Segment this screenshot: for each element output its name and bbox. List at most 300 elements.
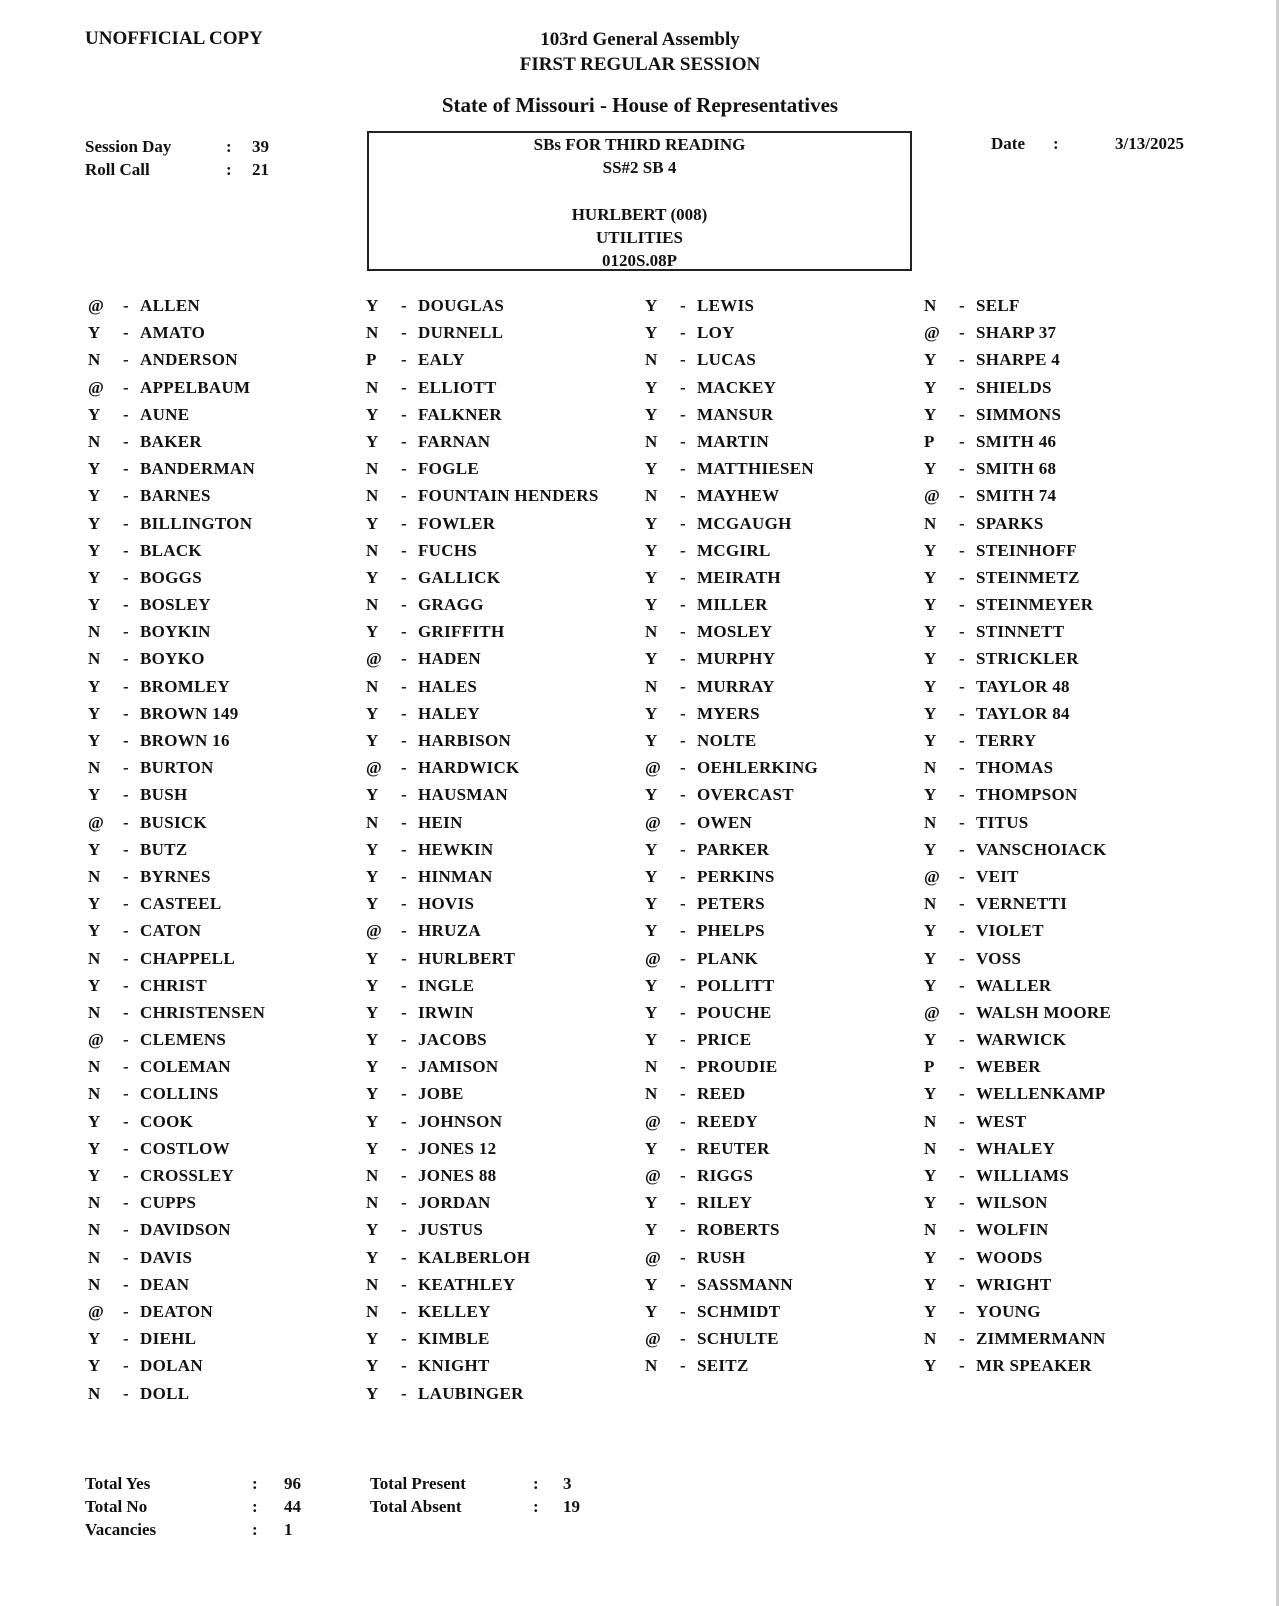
separator-dash: - xyxy=(959,866,965,886)
separator-dash: - xyxy=(959,975,965,995)
member-name: WOLFIN xyxy=(976,1220,1049,1240)
vote-code: N xyxy=(924,513,937,533)
member-name: HOVIS xyxy=(418,894,475,914)
separator-dash: - xyxy=(401,1356,407,1376)
vote-code: Y xyxy=(88,1138,101,1158)
vote-code: @ xyxy=(924,323,940,343)
member-name: HEIN xyxy=(418,812,463,832)
vote-code: Y xyxy=(924,1166,937,1185)
member-name: JACOBS xyxy=(418,1030,487,1050)
vote-code: Y xyxy=(366,1220,379,1240)
vote-code: Y xyxy=(645,404,658,424)
roll-call-row xyxy=(366,374,656,401)
member-name: ELLIOTT xyxy=(418,377,497,397)
member-name: SCHULTE xyxy=(697,1329,779,1349)
vote-code: Y xyxy=(924,1193,937,1213)
member-name: BUSH xyxy=(140,785,188,805)
separator-dash: - xyxy=(680,1274,686,1294)
separator-dash: - xyxy=(959,1220,965,1240)
separator-dash: - xyxy=(680,703,686,723)
member-name: STEINMEYER xyxy=(976,595,1094,615)
roll-call-row xyxy=(924,346,1214,373)
separator-dash: - xyxy=(123,1220,129,1240)
roll-call-row xyxy=(924,863,1214,890)
separator-dash: - xyxy=(959,1057,965,1077)
roll-call-row xyxy=(645,455,935,482)
separator-dash: - xyxy=(401,676,407,696)
vote-code: Y xyxy=(924,404,937,424)
vote-code: N xyxy=(366,323,379,343)
member-name: CROSSLEY xyxy=(140,1166,235,1185)
vote-code: Y xyxy=(366,1084,379,1104)
roll-call-row xyxy=(924,537,1214,564)
member-name: WEBER xyxy=(976,1057,1041,1077)
member-name: SEITZ xyxy=(697,1356,749,1376)
vote-code: @ xyxy=(645,948,661,968)
member-name: DOUGLAS xyxy=(418,296,505,315)
member-name: STEINMETZ xyxy=(976,567,1080,587)
member-name: WILLIAMS xyxy=(976,1166,1070,1185)
member-name: BROMLEY xyxy=(140,676,230,696)
separator-dash: - xyxy=(401,1138,407,1158)
separator-dash: - xyxy=(123,1301,129,1321)
roll-call-row xyxy=(924,1244,1214,1271)
vote-code: N xyxy=(88,1002,101,1022)
vote-code: N xyxy=(88,649,101,669)
member-name: MURRAY xyxy=(697,676,775,696)
member-name: WALLER xyxy=(976,975,1052,995)
roll-call-row xyxy=(88,809,378,836)
member-name: KIMBLE xyxy=(418,1329,490,1349)
roll-call-row xyxy=(645,618,935,645)
vote-code: Y xyxy=(645,513,658,533)
vote-code: Y xyxy=(924,567,937,587)
separator-dash: - xyxy=(959,567,965,587)
vote-code: @ xyxy=(924,486,940,506)
separator-dash: - xyxy=(123,350,129,370)
roll-call-row xyxy=(366,673,656,700)
roll-call-row xyxy=(366,727,656,754)
member-name: REEDY xyxy=(697,1111,759,1131)
separator-dash: - xyxy=(123,948,129,968)
roll-call-row xyxy=(645,863,935,890)
roll-call-row xyxy=(366,1053,656,1080)
separator-dash: - xyxy=(401,921,407,941)
separator-dash: - xyxy=(401,377,407,397)
vote-code: Y xyxy=(366,839,379,859)
separator-dash: - xyxy=(123,1247,129,1267)
roll-call-row xyxy=(645,945,935,972)
roll-call-row xyxy=(88,917,378,944)
roll-call-row xyxy=(924,754,1214,781)
date-colon: : xyxy=(1053,134,1059,153)
separator-dash: - xyxy=(123,1383,129,1403)
separator-dash: - xyxy=(959,1166,965,1185)
vote-code: Y xyxy=(366,1356,379,1376)
vote-code: Y xyxy=(645,1138,658,1158)
vote-code: N xyxy=(366,1274,379,1294)
member-name: VANSCHOIACK xyxy=(976,839,1107,859)
member-name: MCGAUGH xyxy=(697,513,792,533)
separator-dash: - xyxy=(123,404,129,424)
member-name: ALLEN xyxy=(140,296,201,315)
member-name: SCHMIDT xyxy=(697,1301,781,1321)
vote-code: Y xyxy=(88,731,101,750)
vote-code: N xyxy=(366,595,379,615)
roll-call-row xyxy=(366,346,656,373)
vote-code: Y xyxy=(924,839,937,859)
separator-dash: - xyxy=(401,866,407,886)
roll-call-value: 21 xyxy=(252,160,269,179)
member-name: KALBERLOH xyxy=(418,1247,531,1267)
separator-dash: - xyxy=(123,1084,129,1104)
member-name: COOK xyxy=(140,1111,194,1131)
vote-code: Y xyxy=(366,948,379,968)
vote-code: @ xyxy=(645,1329,661,1349)
vote-code: Y xyxy=(88,1166,101,1185)
roll-call-row xyxy=(366,482,656,509)
vacancies-value: 1 xyxy=(284,1520,293,1539)
vacancies-label: Vacancies xyxy=(85,1520,157,1539)
member-name: MURPHY xyxy=(697,649,776,669)
separator-dash: - xyxy=(959,377,965,397)
roll-call-row xyxy=(645,645,935,672)
unofficial-copy-label: UNOFFICIAL COPY xyxy=(85,28,263,49)
member-name: AMATO xyxy=(140,323,206,343)
bill-number: SS#2 SB 4 xyxy=(602,158,677,177)
vote-code: N xyxy=(924,296,937,315)
vote-code: N xyxy=(366,1193,379,1213)
roll-call-row xyxy=(366,455,656,482)
vote-code: Y xyxy=(366,1329,379,1349)
vote-code: Y xyxy=(366,296,379,315)
vote-code: N xyxy=(645,622,658,642)
vote-code: Y xyxy=(366,1383,379,1403)
vote-code: N xyxy=(366,1166,379,1185)
separator-dash: - xyxy=(401,404,407,424)
date-value: 3/13/2025 xyxy=(1115,134,1184,153)
roll-call-row xyxy=(88,1053,378,1080)
vote-code: Y xyxy=(366,1057,379,1077)
roll-call-row xyxy=(645,537,935,564)
separator-dash: - xyxy=(401,459,407,479)
roll-call-row xyxy=(88,428,378,455)
roll-call-row xyxy=(366,1298,656,1325)
member-name: BOYKIN xyxy=(140,622,211,642)
member-name: JONES 12 xyxy=(418,1138,497,1158)
roll-call-row xyxy=(645,890,935,917)
member-name: DURNELL xyxy=(418,323,504,343)
member-name: JOHNSON xyxy=(418,1111,503,1131)
member-name: PARKER xyxy=(697,839,770,859)
separator-dash: - xyxy=(123,1193,129,1213)
roll-call-row xyxy=(645,1189,935,1216)
roll-call-row xyxy=(366,618,656,645)
member-name: DAVIS xyxy=(140,1247,193,1267)
separator-dash: - xyxy=(680,839,686,859)
member-name: PROUDIE xyxy=(697,1057,778,1077)
vote-code: Y xyxy=(645,1002,658,1022)
separator-dash: - xyxy=(123,676,129,696)
separator-dash: - xyxy=(401,296,407,315)
separator-dash: - xyxy=(123,540,129,560)
separator-dash: - xyxy=(680,486,686,506)
roll-call-row xyxy=(924,618,1214,645)
member-name: MR SPEAKER xyxy=(976,1356,1092,1376)
roll-call-row xyxy=(88,890,378,917)
separator-dash: - xyxy=(680,731,686,750)
roll-call-row xyxy=(88,673,378,700)
separator-dash: - xyxy=(680,1002,686,1022)
vote-code: Y xyxy=(924,703,937,723)
separator-dash: - xyxy=(401,567,407,587)
separator-dash: - xyxy=(680,1030,686,1050)
total-yes-value: 96 xyxy=(284,1474,301,1493)
member-name: PLANK xyxy=(697,948,758,968)
vote-code: Y xyxy=(366,1138,379,1158)
separator-dash: - xyxy=(680,1247,686,1267)
vote-code: Y xyxy=(88,676,101,696)
member-name: PETERS xyxy=(697,894,765,914)
separator-dash: - xyxy=(680,948,686,968)
separator-dash: - xyxy=(680,622,686,642)
separator-dash: - xyxy=(123,894,129,914)
vote-code: @ xyxy=(924,1002,940,1022)
vote-code: Y xyxy=(366,1247,379,1267)
separator-dash: - xyxy=(680,567,686,587)
vote-code: Y xyxy=(88,486,101,506)
member-name: FUCHS xyxy=(418,540,478,560)
vote-code: Y xyxy=(366,1030,379,1050)
separator-dash: - xyxy=(123,866,129,886)
roll-call-row xyxy=(924,972,1214,999)
separator-dash: - xyxy=(959,703,965,723)
separator-dash: - xyxy=(123,812,129,832)
vote-code: Y xyxy=(645,1274,658,1294)
roll-call-colon: : xyxy=(226,160,232,179)
separator-dash: - xyxy=(123,1002,129,1022)
session-day-value: 39 xyxy=(252,137,269,156)
separator-dash: - xyxy=(959,459,965,479)
separator-dash: - xyxy=(401,1329,407,1349)
member-name: MYERS xyxy=(697,703,760,723)
roll-call-row xyxy=(366,645,656,672)
roll-call-row xyxy=(645,1053,935,1080)
roll-call-row xyxy=(88,346,378,373)
member-name: BARNES xyxy=(140,486,211,506)
member-name: HRUZA xyxy=(418,921,481,941)
member-name: HEWKIN xyxy=(418,839,494,859)
member-name: MACKEY xyxy=(697,377,777,397)
member-name: DAVIDSON xyxy=(140,1220,231,1240)
separator-dash: - xyxy=(959,812,965,832)
vote-code: P xyxy=(366,350,377,370)
roll-call-row xyxy=(924,917,1214,944)
member-name: THOMAS xyxy=(976,758,1054,778)
vote-code: @ xyxy=(645,1247,661,1267)
member-name: OWEN xyxy=(697,812,753,832)
roll-call-row xyxy=(924,1135,1214,1162)
vote-code: Y xyxy=(366,567,379,587)
vote-code: Y xyxy=(366,404,379,424)
separator-dash: - xyxy=(959,622,965,642)
member-name: GRAGG xyxy=(418,595,484,615)
member-name: CASTEEL xyxy=(140,894,222,914)
vote-code: Y xyxy=(88,540,101,560)
member-name: STRICKLER xyxy=(976,649,1079,669)
separator-dash: - xyxy=(123,1111,129,1131)
roll-call-row xyxy=(366,945,656,972)
member-name: MANSUR xyxy=(697,404,774,424)
member-name: BOSLEY xyxy=(140,595,211,615)
member-name: BANDERMAN xyxy=(140,459,256,479)
vote-code: Y xyxy=(924,540,937,560)
vote-code: N xyxy=(88,866,101,886)
separator-dash: - xyxy=(959,921,965,941)
vote-code: N xyxy=(366,486,379,506)
roll-call-row xyxy=(924,1053,1214,1080)
vote-code: Y xyxy=(924,459,937,479)
vote-code: @ xyxy=(366,649,382,669)
session-day-label: Session Day xyxy=(85,137,172,156)
separator-dash: - xyxy=(680,1138,686,1158)
roll-call-row xyxy=(924,673,1214,700)
separator-dash: - xyxy=(959,785,965,805)
member-name: BROWN 149 xyxy=(140,703,239,723)
member-name: MEIRATH xyxy=(697,567,781,587)
member-name: WHALEY xyxy=(976,1138,1056,1158)
roll-call-row xyxy=(366,863,656,890)
total-yes-label: Total Yes xyxy=(85,1474,151,1493)
member-name: LAUBINGER xyxy=(418,1383,524,1403)
vote-code: N xyxy=(924,1220,937,1240)
roll-call-row xyxy=(924,1325,1214,1352)
vote-code: P xyxy=(924,1057,935,1077)
separator-dash: - xyxy=(401,595,407,615)
separator-dash: - xyxy=(680,323,686,343)
total-present-colon: : xyxy=(533,1474,539,1493)
roll-call-row xyxy=(88,1026,378,1053)
roll-call-row xyxy=(88,1162,378,1189)
member-name: CHRISTENSEN xyxy=(140,1002,266,1022)
roll-call-row xyxy=(88,999,378,1026)
separator-dash: - xyxy=(401,894,407,914)
member-name: BLACK xyxy=(140,540,202,560)
vote-code: Y xyxy=(924,595,937,615)
vote-code: Y xyxy=(88,703,101,723)
roll-call-row xyxy=(88,482,378,509)
session-title: FIRST REGULAR SESSION xyxy=(519,54,761,75)
member-name: AUNE xyxy=(140,404,190,424)
member-name: COLLINS xyxy=(140,1084,219,1104)
roll-column-3 xyxy=(645,292,935,1380)
separator-dash: - xyxy=(680,785,686,805)
roll-call-row xyxy=(645,809,935,836)
vote-code: Y xyxy=(88,459,101,479)
roll-call-row xyxy=(366,319,656,346)
separator-dash: - xyxy=(959,323,965,343)
roll-call-row xyxy=(366,836,656,863)
member-name: CHRIST xyxy=(140,975,207,995)
vote-code: Y xyxy=(366,866,379,886)
member-name: POLLITT xyxy=(697,975,775,995)
roll-call-row xyxy=(924,319,1214,346)
roll-call-row xyxy=(645,564,935,591)
vote-code: Y xyxy=(924,1356,937,1376)
vote-code: N xyxy=(88,1193,101,1213)
vote-code: Y xyxy=(645,921,658,941)
member-name: POUCHE xyxy=(697,1002,772,1022)
roll-call-row xyxy=(924,999,1214,1026)
separator-dash: - xyxy=(123,323,129,343)
roll-call-row xyxy=(645,1352,935,1379)
member-name: JUSTUS xyxy=(418,1220,484,1240)
separator-dash: - xyxy=(401,1030,407,1050)
roll-call-row xyxy=(88,754,378,781)
member-name: RUSH xyxy=(697,1247,746,1267)
separator-dash: - xyxy=(959,1274,965,1294)
vote-code: N xyxy=(645,486,658,506)
separator-dash: - xyxy=(401,350,407,370)
separator-dash: - xyxy=(959,839,965,859)
separator-dash: - xyxy=(959,649,965,669)
roll-call-row xyxy=(88,1080,378,1107)
vote-code: Y xyxy=(88,1111,101,1131)
roll-call-row xyxy=(924,1216,1214,1243)
member-name: SHIELDS xyxy=(976,377,1052,397)
separator-dash: - xyxy=(680,866,686,886)
member-name: INGLE xyxy=(418,975,475,995)
roll-call-row xyxy=(88,591,378,618)
roll-call-row xyxy=(366,401,656,428)
separator-dash: - xyxy=(680,513,686,533)
body-title: State of Missouri - House of Representatives xyxy=(441,93,839,117)
separator-dash: - xyxy=(680,921,686,941)
roll-call-row xyxy=(924,591,1214,618)
vote-code: Y xyxy=(924,921,937,941)
roll-column-2 xyxy=(366,292,656,1407)
member-name: ZIMMERMANN xyxy=(976,1329,1106,1349)
separator-dash: - xyxy=(401,1057,407,1077)
roll-call-row xyxy=(924,374,1214,401)
vote-code: Y xyxy=(88,404,101,424)
total-no-label: Total No xyxy=(85,1497,148,1516)
roll-call-row xyxy=(645,1298,935,1325)
member-name: GRIFFITH xyxy=(418,622,505,642)
roll-call-row xyxy=(88,374,378,401)
separator-dash: - xyxy=(680,377,686,397)
member-name: MCGIRL xyxy=(697,540,771,560)
separator-dash: - xyxy=(401,1247,407,1267)
member-name: PRICE xyxy=(697,1030,752,1050)
vote-code: N xyxy=(88,350,101,370)
roll-call-row xyxy=(924,945,1214,972)
roll-call-row xyxy=(924,836,1214,863)
total-present-label: Total Present xyxy=(370,1474,466,1493)
member-name: LOY xyxy=(697,323,735,343)
roll-call-row xyxy=(88,564,378,591)
total-no-value: 44 xyxy=(284,1497,301,1516)
vote-code: Y xyxy=(88,323,101,343)
member-name: BOGGS xyxy=(140,567,202,587)
separator-dash: - xyxy=(680,1329,686,1349)
roll-call-row xyxy=(645,510,935,537)
vote-code: Y xyxy=(88,894,101,914)
roll-call-row xyxy=(366,1026,656,1053)
member-name: COLEMAN xyxy=(140,1057,231,1077)
vote-code: Y xyxy=(645,323,658,343)
separator-dash: - xyxy=(123,431,129,451)
